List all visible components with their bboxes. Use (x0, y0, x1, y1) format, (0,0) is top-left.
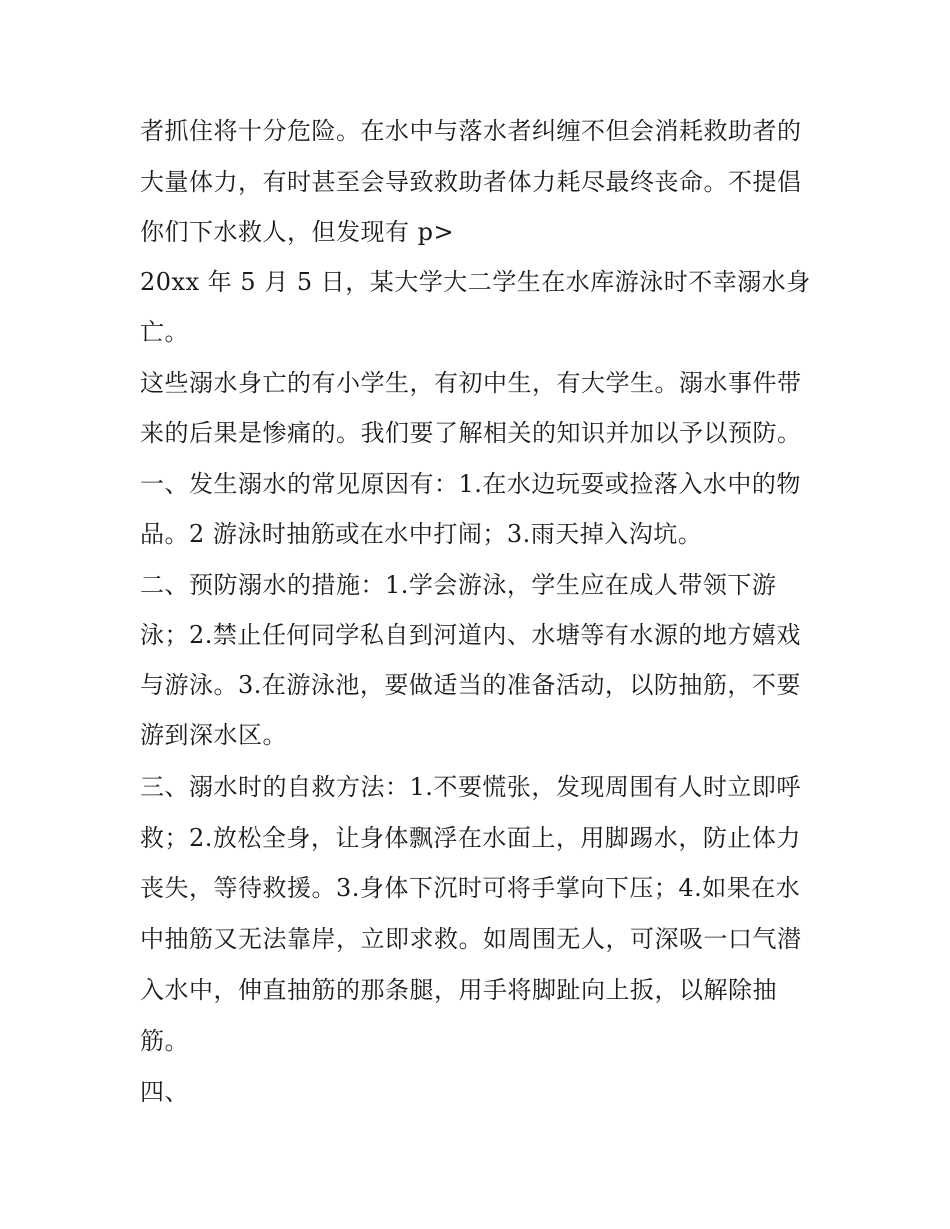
text-line: 大量体力，有时甚至会导致救助者体力耗尽最终丧命。不提倡 (140, 168, 802, 196)
text-line: 品。2 游泳时抽筋或在水中打闹；3.雨天掉入沟坑。 (140, 520, 703, 548)
text-line: 四、 (140, 1078, 189, 1106)
text-line: 入水中，伸直抽筋的那条腿，用手将脚趾向上扳，以解除抽 (140, 976, 777, 1004)
text-line: 中抽筋又无法靠岸，立即求救。如周围无人，可深吸一口气潜 (140, 925, 802, 953)
text-line: 救；2.放松全身，让身体飘浮在水面上，用脚踢水，防止体力 (140, 824, 801, 852)
text-line: 你们下水救人，但发现有 p> (140, 218, 455, 246)
text-line: 泳；2.禁止任何同学私自到河道内、水塘等有水源的地方嬉戏 (140, 621, 801, 649)
text-line: 游到深水区。 (140, 721, 287, 749)
text-line: 亡。 (140, 318, 189, 346)
text-line: 来的后果是惨痛的。我们要了解相关的知识并加以予以预防。 (140, 419, 802, 447)
text-line: 二、预防溺水的措施：1.学会游泳，学生应在成人带领下游 (140, 571, 777, 599)
text-line: 丧失，等待救援。3.身体下沉时可将手掌向下压；4.如果在水 (140, 874, 801, 902)
text-line: 与游泳。3.在游泳池，要做适当的准备活动，以防抽筋，不要 (140, 671, 801, 699)
text-line: 三、溺水时的自救方法：1.不要慌张，发现周围有人时立即呼 (140, 773, 801, 801)
text-line: 筋。 (140, 1027, 189, 1055)
text-line: 一、发生溺水的常见原因有：1.在水边玩耍或捡落入水中的物 (140, 470, 801, 498)
text-line: 20xx 年 5 月 5 日，某大学大二学生在水库游泳时不幸溺水身 (140, 268, 811, 296)
text-line: 这些溺水身亡的有小学生，有初中生，有大学生。溺水事件带 (140, 369, 802, 397)
text-line: 者抓住将十分危险。在水中与落水者纠缠不但会消耗救助者的 (140, 117, 802, 145)
